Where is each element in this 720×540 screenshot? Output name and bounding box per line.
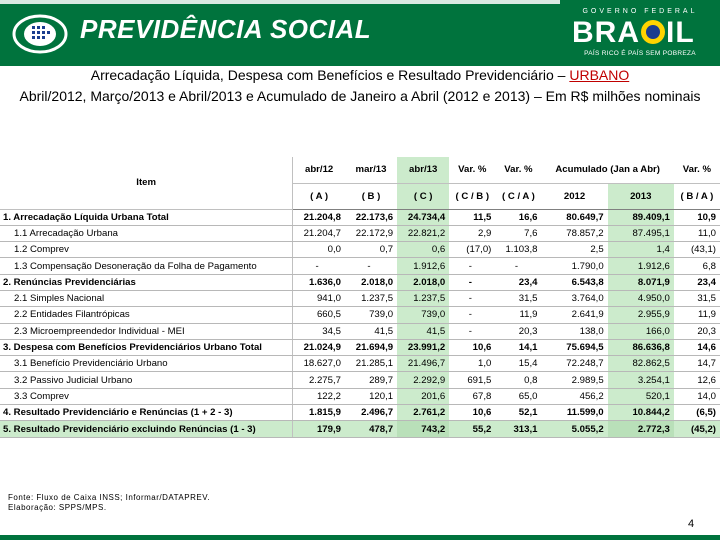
table-header-row: [0, 157, 720, 183]
cell-var-ca: 11,9: [495, 307, 541, 323]
cell-mar13: 1.237,5: [345, 290, 397, 306]
cell-var-ba: 6,8: [674, 258, 720, 274]
cell-var-cb: 10,6: [449, 339, 495, 355]
cell-abr12: 21.204,8: [293, 209, 345, 225]
subheader-2012: 2012: [541, 183, 607, 209]
cell-acc-2013: 1.912,6: [608, 258, 674, 274]
cell-var-ca: 20,3: [495, 323, 541, 339]
title-highlight-urbano: URBANO: [569, 67, 630, 83]
cell-var-ca: 23,4: [495, 274, 541, 290]
cell-var-cb: 67,8: [449, 388, 495, 404]
slide-title-line1: [0, 67, 720, 84]
cell-abr12: 122,2: [293, 388, 345, 404]
table-row: [0, 307, 720, 323]
row-item-label: 2.2 Entidades Filantrópicas: [0, 307, 293, 323]
subheader-2013: 2013: [608, 183, 674, 209]
cell-abr13: 739,0: [397, 307, 449, 323]
brasil-wordmark: BRA IL: [572, 16, 695, 49]
subheader-b: ( B ): [345, 183, 397, 209]
cell-acc-2012: 456,2: [541, 388, 607, 404]
cell-abr13: 2.018,0: [397, 274, 449, 290]
header-banner: [0, 0, 720, 66]
cell-var-cb: 10,6: [449, 405, 495, 421]
cell-acc-2013: 1,4: [608, 242, 674, 258]
col-header-abr12: abr/12: [293, 157, 345, 183]
table-row: [0, 372, 720, 388]
cell-mar13: 22.172,9: [345, 225, 397, 241]
slide-title-line2: Abril/2012, Março/2013 e Abril/2013 e Acumulado de Janeiro a Abril (2012 e 2013) – Em R$ milhões nominais: [19, 88, 701, 104]
cell-abr12: 34,5: [293, 323, 345, 339]
cell-acc-2012: 6.543,8: [541, 274, 607, 290]
cell-abr13: 24.734,4: [397, 209, 449, 225]
cell-var-cb: 11,5: [449, 209, 495, 225]
cell-var-cb: -: [449, 290, 495, 306]
cell-abr13: 22.821,2: [397, 225, 449, 241]
cell-var-ba: 11,0: [674, 225, 720, 241]
previdencia-logo-icon: [12, 14, 68, 54]
gov-top-text: GOVERNO FEDERAL: [582, 8, 698, 15]
row-item-label: 3.2 Passivo Judicial Urbano: [0, 372, 293, 388]
cell-acc-2012: 75.694,5: [541, 339, 607, 355]
cell-acc-2013: 10.844,2: [608, 405, 674, 421]
cell-var-ca: 1.103,8: [495, 242, 541, 258]
cell-mar13: 21.285,1: [345, 356, 397, 372]
cell-acc-2013: 82.862,5: [608, 356, 674, 372]
cell-abr12: 179,9: [293, 421, 345, 437]
banner-title: PREVIDÊNCIA SOCIAL: [80, 14, 372, 44]
subheader-c: ( C ): [397, 183, 449, 209]
table-row: [0, 388, 720, 404]
subheader-ba: ( B / A ): [674, 183, 720, 209]
col-header-var-cb: Var. %: [449, 157, 495, 183]
col-header-abr13: abr/13: [397, 157, 449, 183]
table-row: [0, 209, 720, 225]
cell-mar13: 2.496,7: [345, 405, 397, 421]
cell-abr12: 1.636,0: [293, 274, 345, 290]
cell-acc-2012: 2.989,5: [541, 372, 607, 388]
cell-acc-2012: 78.857,2: [541, 225, 607, 241]
col-header-var-ba: Var. %: [674, 157, 720, 183]
cell-abr12: 21.024,9: [293, 339, 345, 355]
cell-mar13: 120,1: [345, 388, 397, 404]
cell-abr13: 2.761,2: [397, 405, 449, 421]
cell-abr13: 2.292,9: [397, 372, 449, 388]
cell-mar13: 289,7: [345, 372, 397, 388]
cell-acc-2012: 5.055,2: [541, 421, 607, 437]
cell-mar13: 478,7: [345, 421, 397, 437]
cell-var-cb: -: [449, 274, 495, 290]
table-row: [0, 290, 720, 306]
cell-var-ba: 10,9: [674, 209, 720, 225]
cell-abr13: 23.991,2: [397, 339, 449, 355]
table-row: [0, 421, 720, 437]
cell-mar13: 21.694,9: [345, 339, 397, 355]
cell-var-ba: (45,2): [674, 421, 720, 437]
row-item-label: 3.3 Comprev: [0, 388, 293, 404]
flag-circle-icon: [641, 20, 665, 44]
cell-acc-2013: 2.772,3: [608, 421, 674, 437]
table-row: [0, 323, 720, 339]
cell-abr13: 41,5: [397, 323, 449, 339]
cell-var-cb: 1,0: [449, 356, 495, 372]
subheader-a: ( A ): [293, 183, 345, 209]
row-item-label: 1. Arrecadação Líquida Urbana Total: [0, 209, 293, 225]
cell-var-ba: 31,5: [674, 290, 720, 306]
cell-var-ca: -: [495, 258, 541, 274]
subheader-ca: ( C / A ): [495, 183, 541, 209]
source-note: [8, 493, 210, 513]
row-item-label: 5. Resultado Previdenciário excluindo Renúncias (1 - 3): [0, 421, 293, 437]
row-item-label: 3.1 Benefício Previdenciário Urbano: [0, 356, 293, 372]
row-item-label: 2.3 Microempreendedor Individual - MEI: [0, 323, 293, 339]
gov-slogan: PAÍS RICO É PAÍS SEM POBREZA: [584, 50, 696, 57]
cell-acc-2012: 1.790,0: [541, 258, 607, 274]
page-number: 4: [688, 518, 695, 530]
cell-abr12: 18.627,0: [293, 356, 345, 372]
table-body: [0, 209, 720, 437]
cell-mar13: -: [345, 258, 397, 274]
cell-abr12: 660,5: [293, 307, 345, 323]
cell-var-ca: 14,1: [495, 339, 541, 355]
cell-mar13: 41,5: [345, 323, 397, 339]
cell-acc-2013: 166,0: [608, 323, 674, 339]
cell-abr13: 21.496,7: [397, 356, 449, 372]
cell-acc-2013: 86.636,8: [608, 339, 674, 355]
cell-var-cb: (17,0): [449, 242, 495, 258]
cell-abr12: 0,0: [293, 242, 345, 258]
cell-abr13: 1.237,5: [397, 290, 449, 306]
cell-mar13: 22.173,6: [345, 209, 397, 225]
cell-var-ba: 20,3: [674, 323, 720, 339]
cell-acc-2012: 80.649,7: [541, 209, 607, 225]
col-header-mar13: mar/13: [345, 157, 397, 183]
cell-acc-2012: 138,0: [541, 323, 607, 339]
row-item-label: 1.2 Comprev: [0, 242, 293, 258]
cell-var-ba: 11,9: [674, 307, 720, 323]
col-header-acumulado: Acumulado (Jan a Abr): [541, 157, 673, 183]
cell-var-cb: -: [449, 307, 495, 323]
table-row: [0, 225, 720, 241]
cell-var-cb: 2,9: [449, 225, 495, 241]
elaboration-text: Elaboração: SPPS/MPS.: [8, 503, 107, 512]
row-item-label: 2.1 Simples Nacional: [0, 290, 293, 306]
cell-abr12: 941,0: [293, 290, 345, 306]
title-prefix: Arrecadação Líquida, Despesa com Benefícios e Resultado Previdenciário –: [90, 67, 566, 83]
cell-var-ca: 0,8: [495, 372, 541, 388]
cell-var-ba: 14,0: [674, 388, 720, 404]
cell-var-cb: -: [449, 258, 495, 274]
table-row: [0, 258, 720, 274]
cell-acc-2013: 4.950,0: [608, 290, 674, 306]
row-item-label: 4. Resultado Previdenciário e Renúncias (1 + 2 - 3): [0, 405, 293, 421]
banner-stripe: [0, 0, 560, 4]
cell-abr12: 1.815,9: [293, 405, 345, 421]
row-item-label: 1.3 Compensação Desoneração da Folha de Pagamento: [0, 258, 293, 274]
cell-var-ca: 31,5: [495, 290, 541, 306]
row-item-label: 1.1 Arrecadação Urbana: [0, 225, 293, 241]
cell-var-ba: (6,5): [674, 405, 720, 421]
cell-var-ca: 15,4: [495, 356, 541, 372]
cell-abr13: 1.912,6: [397, 258, 449, 274]
cell-abr12: -: [293, 258, 345, 274]
cell-mar13: 0,7: [345, 242, 397, 258]
cell-mar13: 739,0: [345, 307, 397, 323]
cell-var-ca: 7,6: [495, 225, 541, 241]
cell-var-cb: 691,5: [449, 372, 495, 388]
cell-acc-2013: 2.955,9: [608, 307, 674, 323]
subheader-cb: ( C / B ): [449, 183, 495, 209]
cell-var-ca: 52,1: [495, 405, 541, 421]
table-row: [0, 356, 720, 372]
table-row: [0, 274, 720, 290]
col-header-item: Item: [0, 157, 293, 209]
cell-acc-2012: 72.248,7: [541, 356, 607, 372]
data-table-container: [0, 157, 720, 438]
governo-federal-logo: [568, 8, 712, 60]
row-item-label: 3. Despesa com Benefícios Previdenciários Urbano Total: [0, 339, 293, 355]
cell-var-ca: 16,6: [495, 209, 541, 225]
results-table: [0, 157, 720, 438]
cell-var-cb: 55,2: [449, 421, 495, 437]
source-text: Fonte: Fluxo de Caixa INSS; Informar/DATAPREV.: [8, 493, 211, 502]
cell-var-ba: 14,7: [674, 356, 720, 372]
cell-acc-2012: 3.764,0: [541, 290, 607, 306]
cell-var-ba: (43,1): [674, 242, 720, 258]
table-row: [0, 339, 720, 355]
bottom-band: [0, 535, 720, 540]
cell-abr12: 21.204,7: [293, 225, 345, 241]
cell-var-ba: 14,6: [674, 339, 720, 355]
col-header-var-ca: Var. %: [495, 157, 541, 183]
cell-acc-2013: 3.254,1: [608, 372, 674, 388]
cell-acc-2013: 520,1: [608, 388, 674, 404]
cell-var-cb: -: [449, 323, 495, 339]
table-row: [0, 242, 720, 258]
cell-var-ca: 313,1: [495, 421, 541, 437]
cell-abr13: 743,2: [397, 421, 449, 437]
row-item-label: 2. Renúncias Previdenciárias: [0, 274, 293, 290]
cell-acc-2012: 2.641,9: [541, 307, 607, 323]
cell-var-ca: 65,0: [495, 388, 541, 404]
cell-acc-2012: 2,5: [541, 242, 607, 258]
cell-abr13: 201,6: [397, 388, 449, 404]
cell-acc-2012: 11.599,0: [541, 405, 607, 421]
cell-var-ba: 12,6: [674, 372, 720, 388]
cell-acc-2013: 8.071,9: [608, 274, 674, 290]
cell-abr12: 2.275,7: [293, 372, 345, 388]
table-row: [0, 405, 720, 421]
cell-acc-2013: 87.495,1: [608, 225, 674, 241]
cell-acc-2013: 89.409,1: [608, 209, 674, 225]
cell-abr13: 0,6: [397, 242, 449, 258]
cell-var-ba: 23,4: [674, 274, 720, 290]
cell-mar13: 2.018,0: [345, 274, 397, 290]
